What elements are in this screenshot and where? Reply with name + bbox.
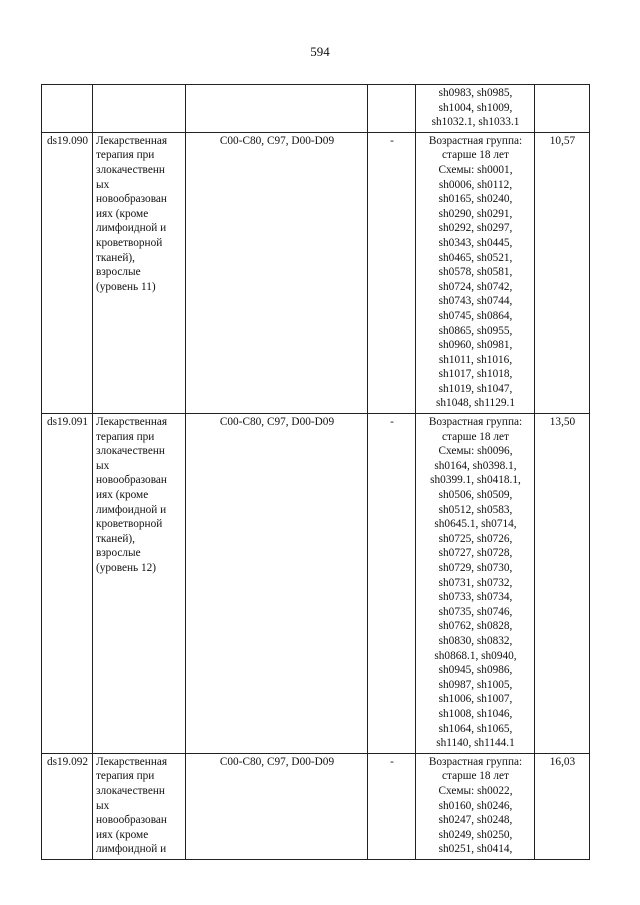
table-row: [42, 414, 590, 754]
name-cell: Лекарственная терапия при злокачественн ых новообразован иях (кроме лимфоидной и кроветворной тканей), взрослые (уровень 11): [93, 132, 186, 413]
code-cell: ds19.091: [42, 414, 93, 754]
table-row: [42, 132, 590, 413]
code-cell: [42, 85, 93, 133]
criteria-cell: Возрастная группа: старше 18 лет Схемы: sh0001, sh0006, sh0112, sh0165, sh0240, sh0290, sh0291, sh0292, sh0297, sh0343, sh0445, sh0465, sh0521, sh0578, sh0581, sh0724, sh0742, sh0743, sh0744, sh0745, sh0864, sh0865, sh0955, sh0960, sh0981, sh1011, sh1016, sh1017, sh1018, sh1019, sh1047, sh1048, sh1129.1: [416, 132, 535, 413]
table-row: [42, 753, 590, 859]
coef-cell: 13,50: [535, 414, 590, 754]
extra-cell: -: [368, 414, 416, 754]
icd-cell: C00-C80, C97, D00-D09: [186, 414, 368, 754]
page-number: 594: [310, 44, 330, 59]
criteria-cell: Возрастная группа: старше 18 лет Схемы: sh0022, sh0160, sh0246, sh0247, sh0248, sh0249, sh0250, sh0251, sh0414,: [416, 753, 535, 859]
name-cell: Лекарственная терапия при злокачественн ых новообразован иях (кроме лимфоидной и: [93, 753, 186, 859]
extra-cell: -: [368, 132, 416, 413]
coef-cell: 10,57: [535, 132, 590, 413]
criteria-cell: Возрастная группа: старше 18 лет Схемы: sh0096, sh0164, sh0398.1, sh0399.1, sh0418.1, sh0506, sh0509, sh0512, sh0583, sh0645.1, sh0714, sh0725, sh0726, sh0727, sh0728, sh0729, sh0730, sh0731, sh0732, sh0733, sh0734, sh0735, sh0746, sh0762, sh0828, sh0830, sh0832, sh0868.1, sh0940, sh0945, sh0986, sh0987, sh1005, sh1006, sh1007, sh1008, sh1046, sh1064, sh1065, sh1140, sh1144.1: [416, 414, 535, 754]
icd-cell: [186, 85, 368, 133]
icd-cell: C00-C80, C97, D00-D09: [186, 132, 368, 413]
code-cell: ds19.090: [42, 132, 93, 413]
name-cell: Лекарственная терапия при злокачественн ых новообразован иях (кроме лимфоидной и кроветворной тканей), взрослые (уровень 12): [93, 414, 186, 754]
coef-cell: [535, 85, 590, 133]
extra-cell: -: [368, 753, 416, 859]
extra-cell: [368, 85, 416, 133]
table-row-continued: [42, 85, 590, 133]
name-cell: [93, 85, 186, 133]
icd-cell: C00-C80, C97, D00-D09: [186, 753, 368, 859]
criteria-cell: sh0983, sh0985, sh1004, sh1009, sh1032.1, sh1033.1: [416, 85, 535, 133]
code-cell: ds19.092: [42, 753, 93, 859]
coef-cell: 16,03: [535, 753, 590, 859]
tariff-table: [41, 84, 590, 860]
